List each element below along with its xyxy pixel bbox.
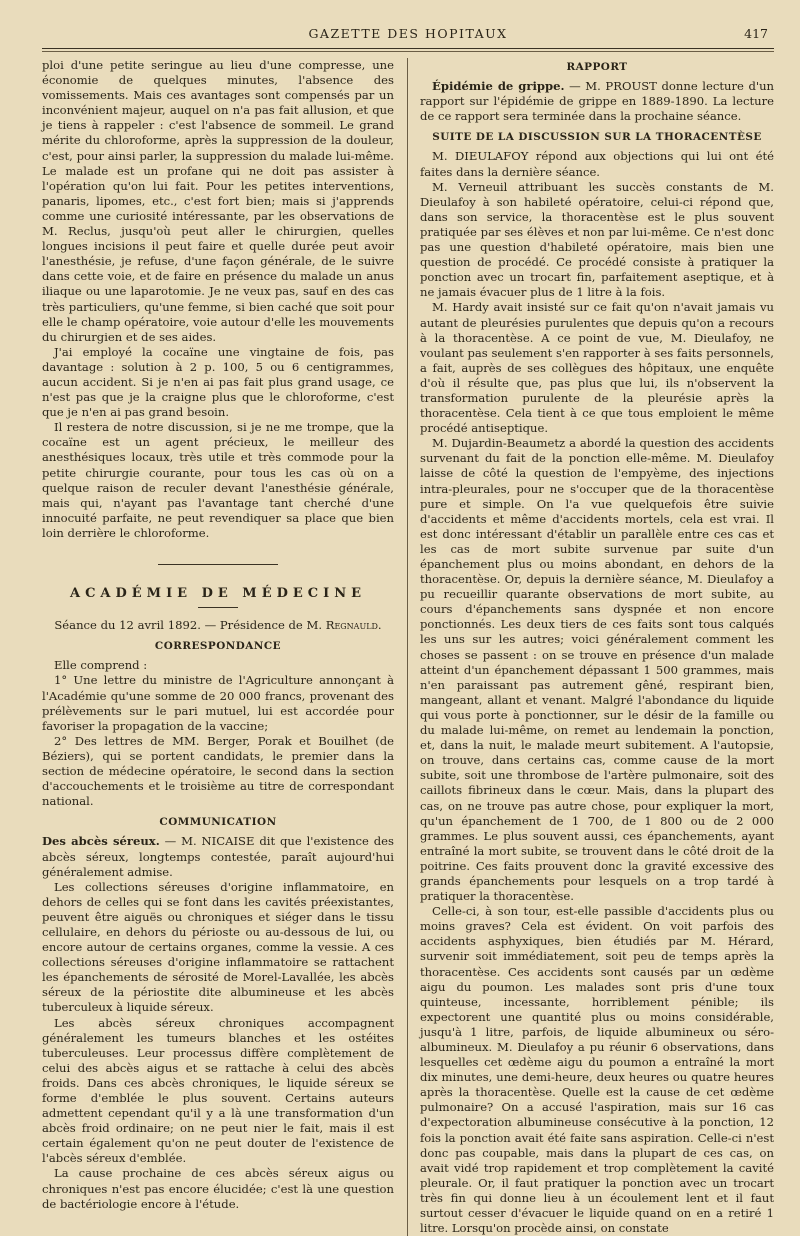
session-president: Regnauld. bbox=[325, 618, 382, 633]
header-rule-thin bbox=[42, 51, 774, 52]
paragraph: Elle comprend : bbox=[54, 658, 148, 673]
page-number: 417 bbox=[744, 26, 768, 41]
paragraph: Celle-ci, à son tour, est-elle passible d'accidents plus ou moins graves? Cela est évident. On voit parfois des accidents asphyxiques, bien étudiés par M. Hérard, survenir soit immédiatement, soit peu de temps après la thoracentèse. Ces accidents sont causés par un œdème aigu du poumon. Les malades sont pris d'une toux quinteuse, incessante, horriblement pénible; ils expectorent une quantité plus ou moins considérable, jusqu'à 1 litre, parfois, de liquide albumineux ou séro-albumineux. M. Dieulafoy a pu réunir 6 observations, dans lesquelles cet œdème aigu du poumon a entraîné la mort dix minutes, une demi-heure, deux heures ou quatre heures après la thoracentèse. Quelle est la cause de cet œdème pulmonaire? On a accusé l'aspiration, mais sur 16 cas d'expectoration albumineuse consécutive à la ponction, 12 fois la ponction avait été faite sans aspiration. Celle-ci n'est donc pas coupable, mais dans la plupart de ces cas, on avait vidé trop rapidement et trop complètement la cavité pleurale. Or, il faut pratiquer la ponction avec un trocart très fin qui donne lieu à un écoulement lent et il faut surtout cesser d'évacuer le liquide quand on en a retiré 1 litre. Lorsqu'on procède ainsi, on constate bbox=[420, 904, 774, 1236]
paragraph: Des abcès séreux. — M. NICAISE dit que l'existence des abcès séreux, longtemps contestée, paraît aujourd'hui généralement admise. bbox=[42, 834, 394, 879]
paragraph: Les collections séreuses d'origine inflammatoire, en dehors de celles qui se font dans les cavités préexistantes, peuvent être aiguës ou chroniques et siéger dans le tissu cellulaire, en dehors du périoste ou au-dessous de lui, ou encore autour de certains organes, comme la vessie. A ces collections séreuses d'origine inflammatoire se rattachent les épanchements de sérosité de Morel-Lavallée, les abcès séreux de la périostite dite albumineuse et les abcès tuberculeux à liquide séreux. bbox=[42, 879, 394, 1015]
left-column bbox=[42, 58, 394, 1236]
paragraph bbox=[420, 149, 774, 179]
running-header bbox=[42, 22, 774, 42]
speaker: M. NICAISE bbox=[181, 834, 255, 849]
speaker: M. PROUST bbox=[585, 79, 657, 94]
paragraph: Il restera de notre discussion, si je ne me trompe, que la cocaïne est un agent précieux, le meilleur des anesthésiques locaux, très utile et très commode pour la petite chirurgie courante, pour tous les cas où on a quelque raison de reculer devant l'anesthésie générale, mais qui, n'ayant pas l'avantage tant cherché d'une innocuité parfaite, ne peut revendiquer sa place que bien loin derrière le chloroforme. bbox=[42, 420, 394, 540]
header-rule bbox=[42, 48, 774, 49]
paragraph: M. Dujardin-Beaumetz a abordé la question des accidents survenant du fait de la ponction elle-même. M. Dieulafoy laisse de côté la question de l'empyème, des injections intra-pleurales, pour ne s'occuper que de la thoracentèse pure et simple. On l'a vue quelquefois être suivie d'accidents et même d'accidents mortels, cela est vrai. Il est donc intéressant d'établir un parallèle entre ces cas et les cas de mort subite survenue par suite d'un épanchement plus ou moins abondant, en dehors de la thoracentèse. Or, depuis la dernière séance, M. Dieulafoy a pu recueillir quarante observations de mort subite, au cours d'épanchements sans dyspnée et non encore ponctionnés. Les deux tiers de ces faits sont tous calqués les uns sur les autres; voici généralement comment les choses se passent : on se trouve en présence d'un malade atteint d'un épanchement dépassant 1 500 grammes, mais n'en paraissant pas autrement gêné, respirant bien, mangeant, allant et venant. Malgré l'abondance du liquide qui vous porte à ponctionner, sur le désir de la famille ou du malade lui-même, on remet au lendemain la ponction, et, dans la nuit, le malade meurt subitement. A l'autopsie, on trouve, dans certains cas, comme cause de la mort subite, soit une thrombose de l'artère pulmonaire, soit des caillots fibrineux dans le cœur. Mais, dans la plupart des cas, on ne trouve pas autre chose, pour expliquer la mort, qu'un épanchement de 1 700, de 1 800 ou de 2 000 grammes. Le plus souvent aussi, ces épanchements, ayant entraîné la mort subite, se trouvent dans le côté droit de la poitrine. Ces faits prouvent donc la gravité excessive des grands épanchements pour lesquels on a trop tardé à pratiquer la thoracentèse. bbox=[420, 436, 774, 904]
paragraph: J'ai employé la cocaïne une vingtaine de fois, pas davantage : solution à 2 p. 100, 5 ou 6 centigrammes, aucun accident. Si je n'en ai pas fait plus grand usage, ce n'est pas que je la craigne plus que le chloroforme, c'est que je n'en ai pas grand besoin. bbox=[42, 344, 394, 420]
session-date: Séance du 12 avril 1892. — Présidence de M. bbox=[54, 618, 326, 633]
right-column bbox=[420, 58, 774, 1236]
article-lead: Des abcès séreux. bbox=[42, 834, 160, 849]
paragraph-text: dit que l'existence des abcès séreux, longtemps contestée, paraît aujourd'hui généralement admise. bbox=[42, 834, 394, 879]
paragraph-text: répond aux objections qui lui ont été faites dans la dernière séance. bbox=[420, 149, 774, 179]
paragraph: 2° Des lettres de MM. Berger, Porak et Bouilhet (de Béziers), qui se portent candidats, le premier dans la section de médecine opératoire, le second dans la section d'accouchements et le troisième au titre de correspondant national. bbox=[42, 733, 394, 809]
paragraph: 1° Une lettre du ministre de l'Agriculture annonçant à l'Académie qu'une somme de 20 000 francs, provenant des prélèvements sur le pari mutuel, lui est accordée pour favoriser la propagation de la vaccine; bbox=[42, 673, 394, 733]
paragraph: Épidémie de grippe. — M. PROUST donne lecture d'un rapport sur l'épidémie de grippe en 1889-1890. La lecture de ce rapport sera terminée dans la prochaine séance. bbox=[420, 79, 774, 124]
paragraph-text: donne lecture d'un rapport sur l'épidémie de grippe en 1889-1890. La lecture de ce rapport sera terminée dans la prochaine séance. bbox=[420, 79, 774, 124]
journal-title: GAZETTE DES HOPITAUX bbox=[308, 26, 508, 41]
session-line bbox=[42, 618, 394, 633]
paragraph: Les abcès séreux chroniques accompagnent généralement les tumeurs blanches et les ostéites tuberculeuses. Leur processus diffère complètement de celui des abcès aigus et se rattache à celui des abcès froids. Dans ces abcès chroniques, le liquide séreux se forme d'emblée le plus souvent. Certains auteurs admettent cependant qu'il y a là une transformation d'un abcès froid ordinaire; on ne peut nier le fait, mais il est certain également qu'on ne peut douter de l'existence de l'abcès séreux d'emblée. bbox=[42, 1015, 394, 1166]
speaker: M. DIEULAFOY bbox=[432, 149, 529, 164]
paragraph: La cause prochaine de ces abcès séreux aigus ou chroniques n'est pas encore élucidée; c'est là une question de bactériologie encore à l'étude. bbox=[42, 1166, 394, 1211]
subsection-heading: SUITE DE LA DISCUSSION SUR LA THORACENTÈSE bbox=[432, 131, 762, 144]
paragraph: ploi d'une petite seringue au lieu d'une compresse, une économie de quelques minutes, l'absence des vomissements. Mais ces avantages sont compensés par un inconvénient majeur, auquel on n'a pas fait allusion, et que je tiens à rappeler : c'est l'absence de sommeil. Le grand mérite du chloroforme, après la suppression de la douleur, c'est, pour ainsi parler, la suppression du malade lui-même. Le malade est un profane qui ne doit pas assister à l'opération qu'on lui fait. Pour les petites interventions, panaris, lipomes, etc., c'est fort bien; mais si j'apprends comme une curiosité intéressante, par les observations de M. Reclus, jusqu'où peut aller le chirurgien, quelles longues incisions il peut faire et quelle durée peut avoir l'anesthésie, je refuse, d'une façon générale, de le suivre dans cette voie, et de faire en présence du malade un anus iliaque ou une laparotomie. Je ne veux pas, sauf en des cas très particuliers, qu'une femme, si bien caché que soit pour elle le champ opératoire, voie autour d'elle les mouvements du chirurgien et de ses aides. bbox=[42, 58, 394, 344]
subsection-heading: CORRESPONDANCE bbox=[154, 640, 282, 653]
subsection-heading: RAPPORT bbox=[566, 61, 628, 73]
section-ornament bbox=[42, 557, 394, 572]
article-lead: Épidémie de grippe. bbox=[432, 79, 565, 94]
subsection-heading: COMMUNICATION bbox=[159, 816, 277, 829]
section-title: ACADÉMIE DE MÉDECINE bbox=[69, 586, 366, 602]
two-column-body bbox=[42, 58, 774, 1236]
title-rule bbox=[198, 607, 238, 608]
paragraph: M. Hardy avait insisté sur ce fait qu'on n'avait jamais vu autant de pleurésies purulentes que depuis qu'on a recours à la thoracentèse. A ce point de vue, M. Dieulafoy, ne voulant pas seulement s'en rapporter à ses faits personnels, a fait, auprès de ses collègues des hôpitaux, une enquête d'où il résulte que, pas plus que lui, ils n'observent la transformation purulente de la pleurésie après la thoracentèse. Cela tient à ce que tous emploient le même procédé antiseptique. bbox=[420, 300, 774, 436]
column-rule bbox=[407, 58, 408, 1236]
paragraph: M. Verneuil attribuant les succès constants de M. Dieulafoy à son habileté opératoire, celui-ci répond que, dans son service, la thoracentèse est le plus souvent pratiquée par ses élèves et non par lui-même. Ce n'est donc pas une question d'habileté opératoire, mais bien une question de procédé. Ce procédé consiste à pratiquer la ponction avec un trocart fin, parfaitement aseptique, et à ne jamais évacuer plus de 1 litre à la fois. bbox=[420, 179, 774, 300]
